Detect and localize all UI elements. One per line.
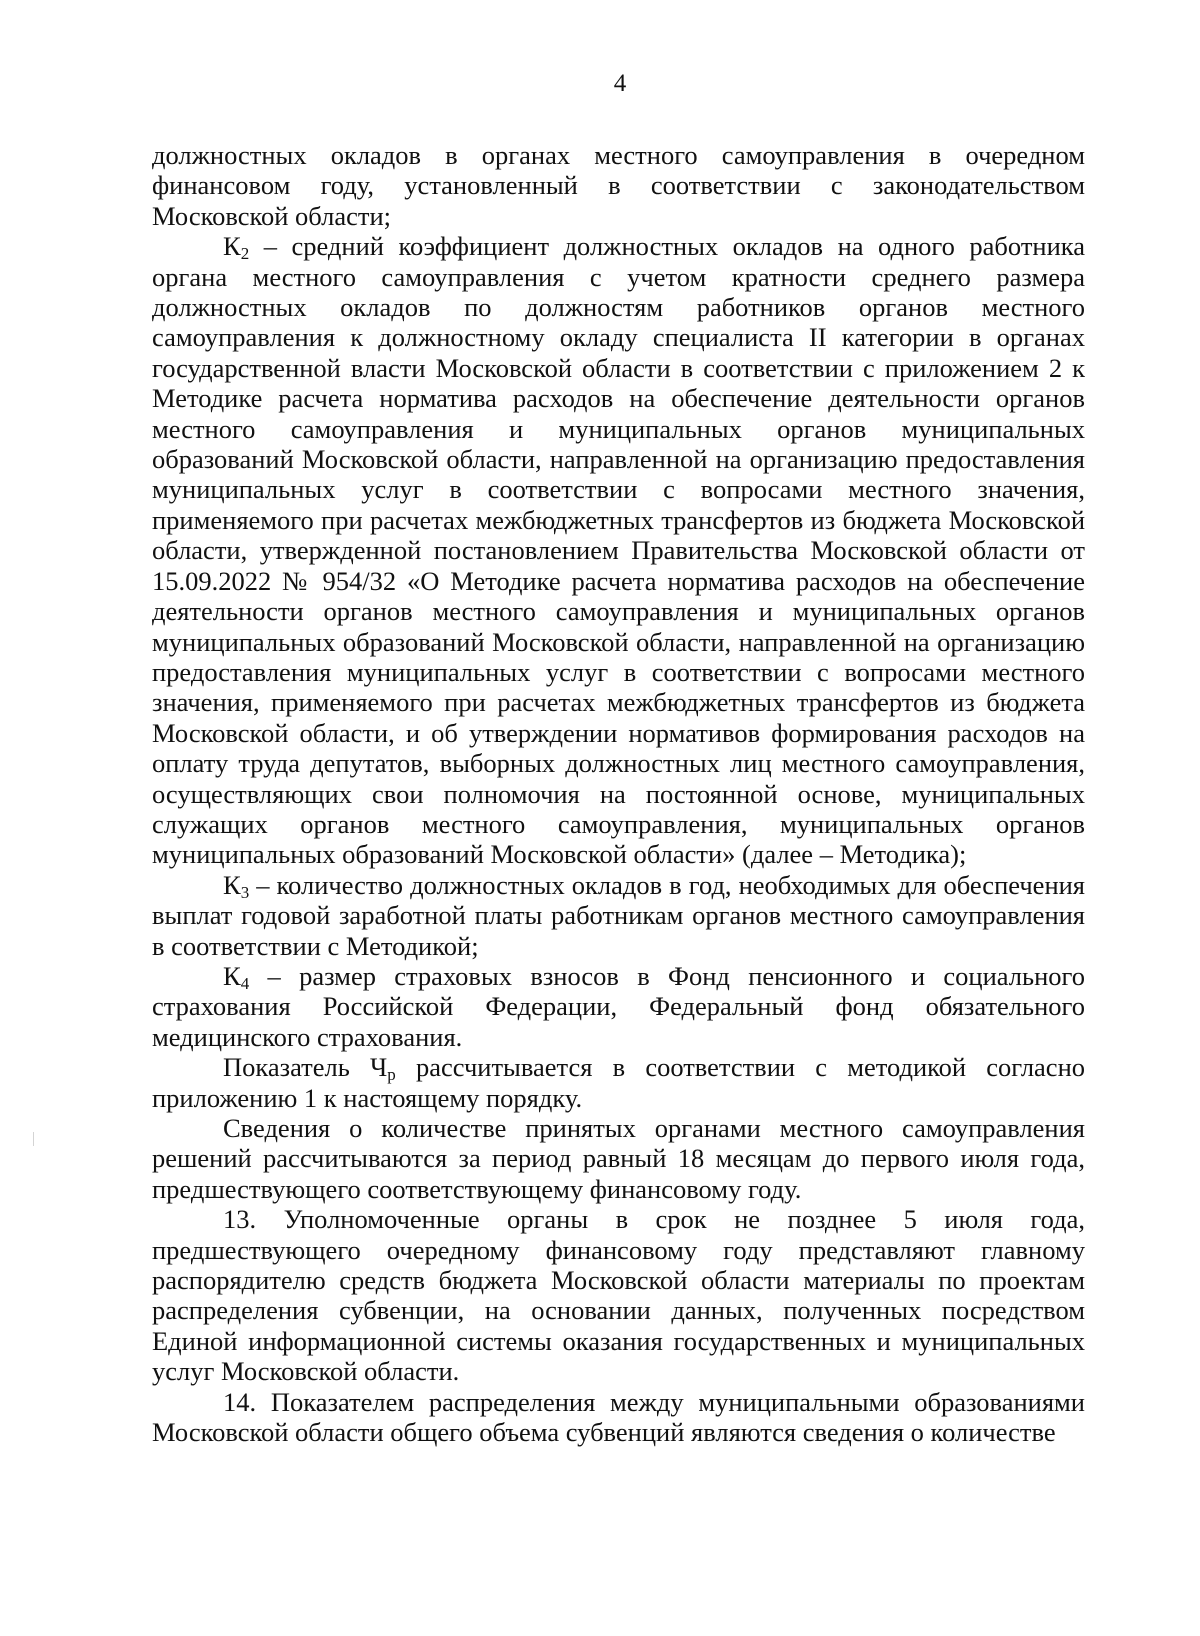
k4-definition-text: – размер страховых взносов в Фонд пенсионного и социального страхования Российской Федерации, Федеральный фонд обязательного медицинского страхования. <box>152 960 1085 1052</box>
k3-symbol: К <box>223 869 241 900</box>
k2-symbol: К <box>223 231 241 262</box>
k2-definition-text: – средний коэффициент должностных окладов на одного работника органа местного самоуправления с учетом кратности среднего размера должностных окладов по должностям работников органов местного самоуправления к должностному окладу специалиста II категории в органах государственной власти Московской области в соответствии с приложением 2 к Методике расчета норматива расходов на обеспечение деятельности органов местного самоуправления и муниципальных органов муниципальных образований Московской области, направленной на организацию предоставления муниципальных услуг в соответствии с вопросами местного значения, применяемого при расчетах межбюджетных трансфертов из бюджета Московской области, утвержденной постановлением Правительства Московской области от 15.09.2022 № 954/32 «О Методике расчета норматива расходов на обеспечение деятельности органов местного самоуправления и муниципальных органов муниципальных образований Московской области, направленной на организацию предоставления муниципальных услуг в соответствии с вопросами местного значения, применяемого при расчетах межбюджетных трансфертов из бюджета Московской области, и об утверждении нормативов формирования расходов на оплату труда депутатов, выборных должностных лиц местного самоуправления, осуществляющих свои полномочия на постоянной основе, муниципальных служащих органов местного самоуправления, муниципальных органов муниципальных образований Московской области» (далее – Методика); <box>152 231 1085 870</box>
k3-subscript: 3 <box>240 882 250 902</box>
k2-subscript: 2 <box>240 244 250 264</box>
paragraph-decisions-info <box>152 1113 1085 1204</box>
item-13-text: 13. Уполномоченные органы в срок не позднее 5 июля года, предшествующего очередному финансовому году представляют главному распорядителю средств бюджета Московской области материалы по проектам распределения субвенции, на основании данных, полученных посредством Единой информационной системы оказания государственных и муниципальных услуг Московской области. <box>152 1204 1085 1387</box>
item-14-text: 14. Показателем распределения между муниципальными образованиями Московской области общего объема субвенций являются сведения о количестве <box>152 1386 1085 1448</box>
paragraph-continuation-text: должностных окладов в органах местного самоуправления в очередном финансовом году, установленный в соответствии с законодательством Московской области; <box>152 140 1085 231</box>
indicator-tail-text: рассчитывается в соответствии с методикой согласно приложению 1 к настоящему порядку. <box>152 1052 1085 1113</box>
k4-symbol: К <box>223 960 241 991</box>
indicator-lead-text: Показатель <box>223 1052 371 1083</box>
k4-subscript: 4 <box>240 973 250 993</box>
paragraph-indicator <box>152 1052 1085 1113</box>
page-number: 4 <box>613 70 627 97</box>
paragraph-continuation <box>152 140 1085 231</box>
paragraph-k2-definition <box>152 231 1085 870</box>
decisions-info-text: Сведения о количестве принятых органами местного самоуправления решений рассчитываются за период равный 18 месяцам до первого июля года, предшествующего соответствующему финансовому году. <box>152 1113 1085 1204</box>
paragraph-item-13 <box>152 1204 1085 1386</box>
indicator-symbol: Ч <box>370 1052 388 1083</box>
paragraph-item-14 <box>152 1387 1085 1448</box>
k3-definition-text: – количество должностных окладов в год, необходимых для обеспечения выплат годовой заработной платы работникам органов местного самоуправления в соответствии с Методикой; <box>152 869 1085 961</box>
indicator-subscript: р <box>387 1065 396 1085</box>
paragraph-k3-definition <box>152 870 1085 961</box>
scan-artifact-mark <box>33 1132 34 1146</box>
paragraph-k4-definition <box>152 961 1085 1052</box>
document-body <box>152 140 1085 1447</box>
